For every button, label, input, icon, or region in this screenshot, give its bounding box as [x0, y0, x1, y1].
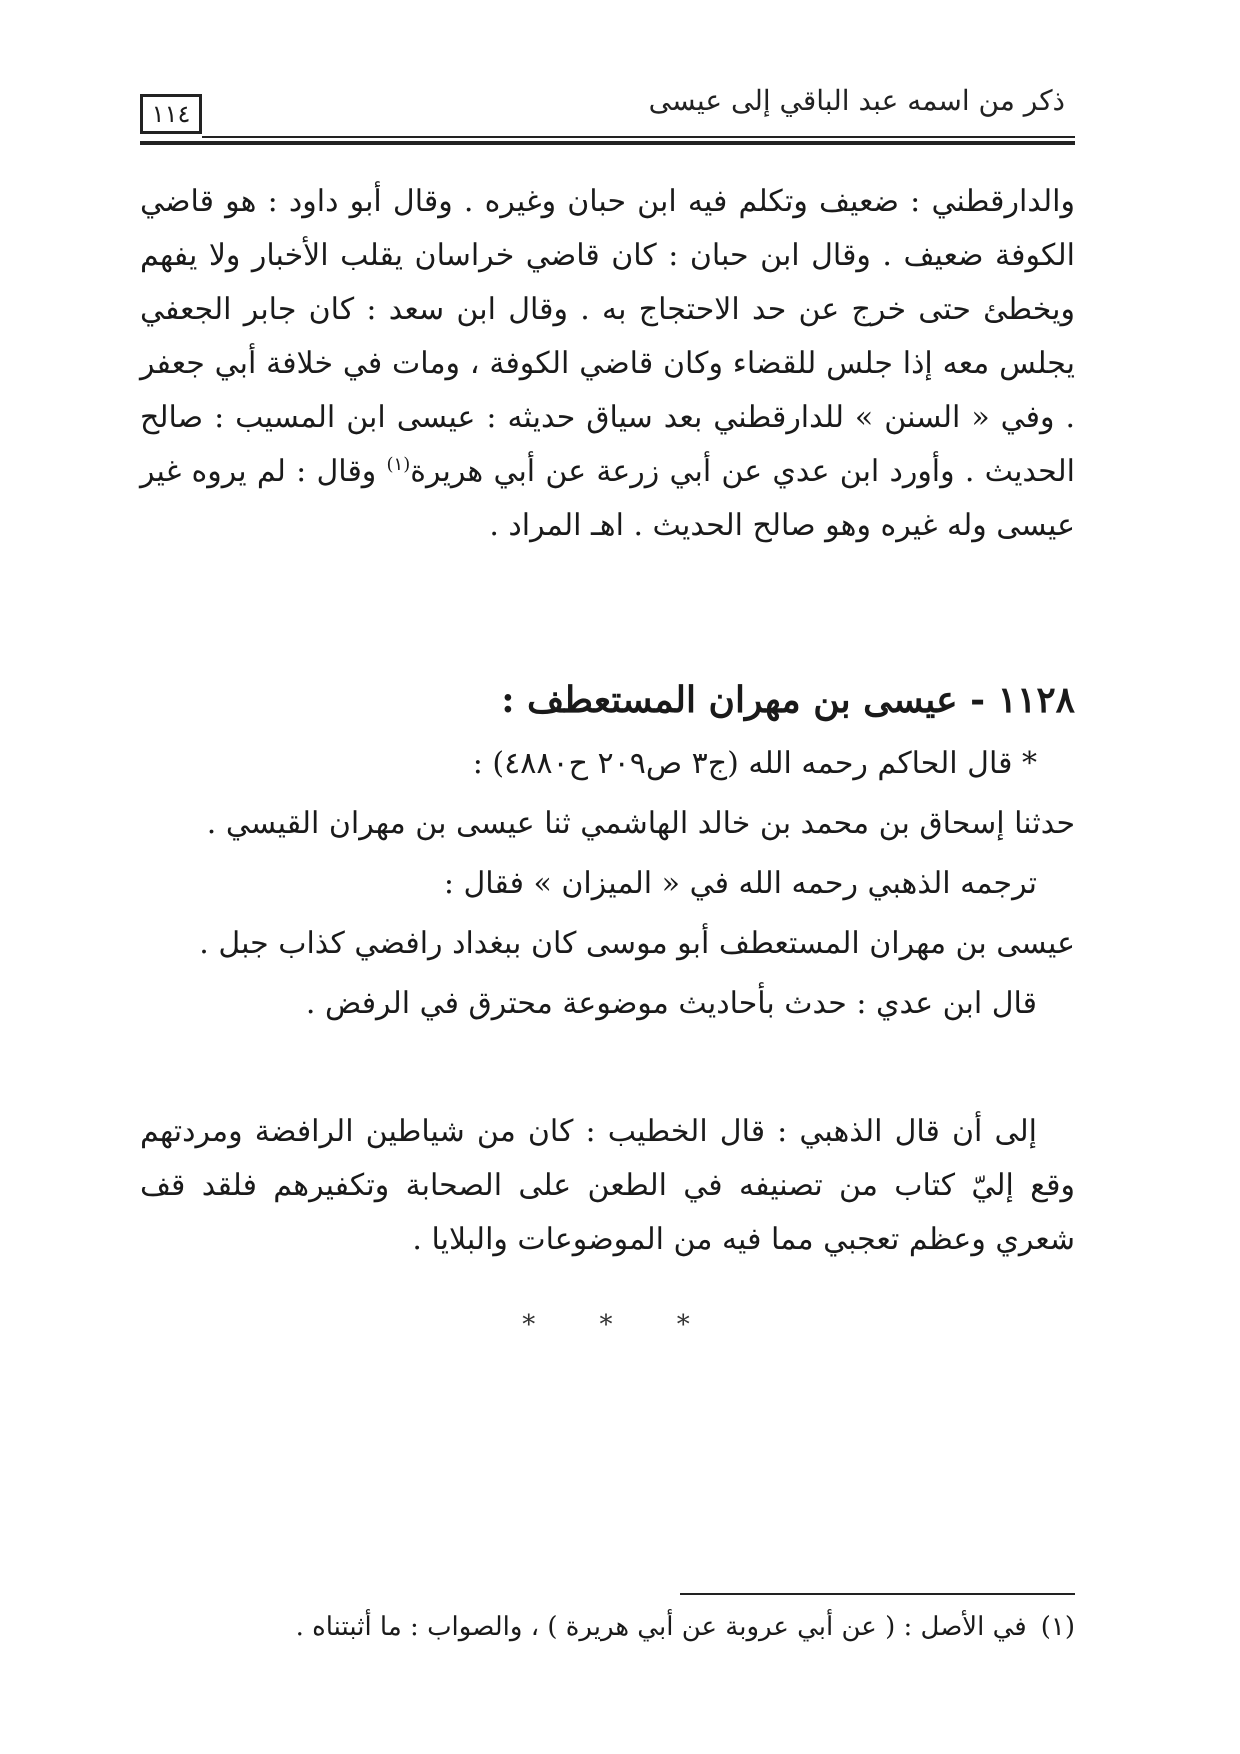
page-header — [140, 78, 1075, 148]
entry-line-ibn-adi: قال ابن عدي : حدث بأحاديث موضوعة محترق في الرفض . — [305, 986, 1037, 1021]
paragraph-text — [140, 175, 1075, 553]
footnote-rule — [680, 1593, 1075, 1595]
continued-paragraph — [140, 175, 1075, 553]
entry-line-quote: عيسى بن مهران المستعطف أبو موسى كان ببغداد رافضي كذاب جبل . — [199, 926, 1075, 961]
closing-paragraph — [140, 1105, 1075, 1267]
entry-heading: ١١٢٨ - عيسى بن مهران المستعطف : — [501, 679, 1075, 721]
page-number-box — [140, 94, 202, 134]
entry-line-source: * قال الحاكم رحمه الله (ج٣ ص٢٠٩ ح٤٨٨٠) : — [472, 746, 1037, 781]
running-title: ذكر من اسمه عبد الباقي إلى عيسى — [648, 84, 1065, 117]
paragraph-end: وقال : لم يروه غير عيسى وله غيره وهو صالح الحديث . اهـ المراد . — [140, 454, 1075, 543]
closing-paragraph-text: إلى أن قال الذهبي : قال الخطيب : كان من شياطين الرافضة ومردتهم وقع إليّ كتاب من تصنيفه في الطعن على الصحابة وتكفيرهم فلقد قف شعري وعظم تعجبي مما فيه من الموضوعات والبلايا . — [140, 1114, 1075, 1257]
entry-line-isnad: حدثنا إسحاق بن محمد بن خالد الهاشمي ثنا عيسى بن مهران القيسي . — [206, 806, 1075, 841]
footnote-marker: (١) — [1040, 1612, 1075, 1642]
entry-body — [140, 734, 1075, 1034]
footnote-reference: (١) — [386, 454, 411, 475]
footnote-text: في الأصل : ( عن أبي عروبة عن أبي هريرة ) ، والصواب : ما أثبتناه . — [295, 1612, 1027, 1642]
paragraph-main: والدارقطني : ضعيف وتكلم فيه ابن حبان وغيره . وقال أبو داود : هو قاضي الكوفة ضعيف . وقال ابن حبان : كان قاضي خراسان يقلب الأخبار ولا يفهم ويخطئ حتى خرج عن حد الاحتجاج به . وقال ابن سعد : كان جابر الجعفي يجلس معه إذا جلس للقضاء وكان قاضي الكوفة ، ومات في خلافة أبي جعفر . وفي « السنن » للدارقطني بعد سياق حديثه : عيسى ابن المسيب : صالح الحديث . وأورد ابن عدي عن أبي زرعة عن أبي هريرة — [140, 184, 1076, 489]
footnote — [140, 1605, 1075, 1649]
header-rule-thin — [202, 136, 1075, 138]
page-number: ١١٤ — [151, 100, 191, 128]
header-rule-thick — [140, 141, 1075, 145]
section-separator: * * * — [522, 1310, 718, 1340]
entry-line-tarjama: ترجمه الذهبي رحمه الله في « الميزان » فقال : — [443, 866, 1037, 901]
